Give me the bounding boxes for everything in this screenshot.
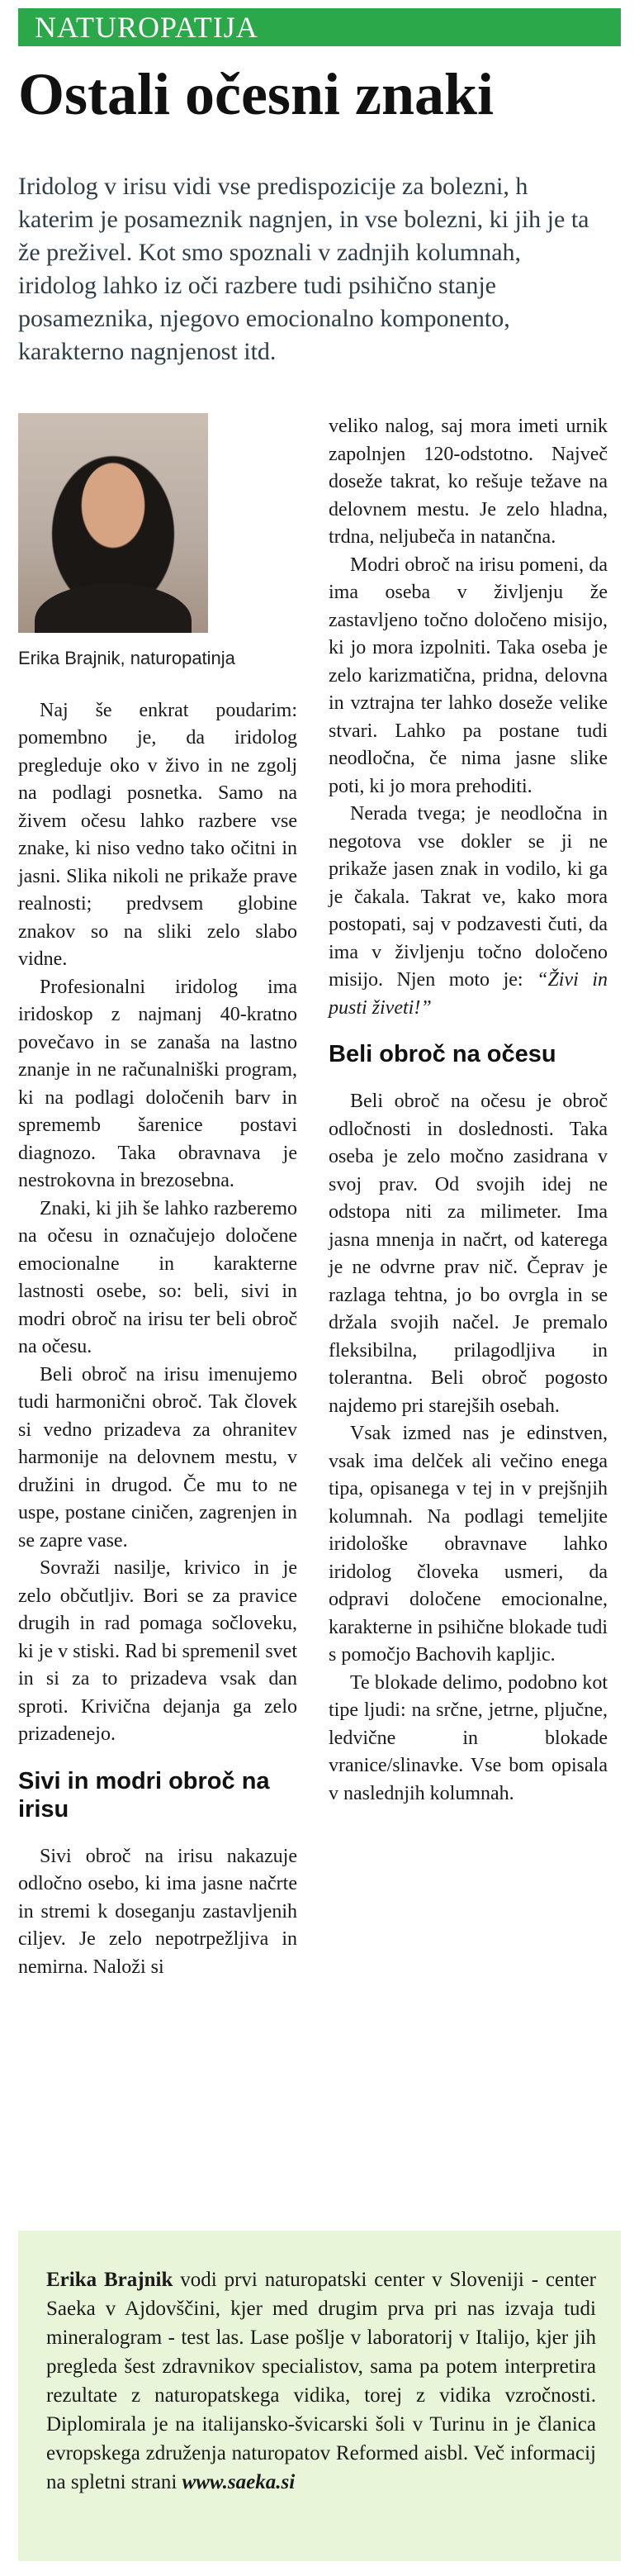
section-label: NATUROPATIJA [18, 8, 621, 46]
author-photo [18, 413, 208, 633]
body-paragraph: Naj še enkrat poudarim: pomembno je, da iridolog pregleduje oko v živo in ne zgolj na podlagi posnetka. Samo na živem očesu lahko razbere vse znake, ki niso vedno tako očitni in jasni. Slika nikoli ne prikaže prave realnosti; predvsem globine znakov so na sliki zelo slabo vidne. [18, 699, 297, 970]
body-paragraph [329, 801, 608, 1022]
body-paragraph: Modri obroč na irisu pomeni, da ima oseba v življenju že zastavljeno točno določeno misijo, ki jo mora izpolniti. Taka oseba je zelo karizmatična, pridna, delovna in vztrajna ter lahko doseže velike stvari. Lahko pa postane tudi neodločna, če nima jasne slike poti, ki jo mora prehoditi. [329, 554, 608, 797]
body-text: Nerada tvega; je neodločna in negotova vse dokler se ji ne prikaže jasen znak in vodilo, ki ga je čakala. Takrat ve, kako mora postopati, saj v podzavesti čuti, da ima v življenju točno določeno misijo. Njen moto je: [329, 803, 608, 991]
left-column [18, 413, 297, 1981]
subheading-gray-blue-ring: Sivi in modri obroč na irisu [18, 1767, 270, 1823]
article-title: Ostali očesni znaki [18, 61, 495, 127]
right-column [329, 413, 608, 1808]
body-paragraph: Sivi obroč na irisu nakazuje odločno osebo, ki ima jasne načrte in stremi k doseganju zastavljenih ciljev. Je zelo nepotrpežljiva in nemirna. Naloži si [18, 1845, 297, 1978]
body-paragraph: Sovraži nasilje, krivico in je zelo občutljiv. Bori se za pravice drugih in rad pomaga sočloveku, ki je v stiski. Rad bi spremenil svet in si za to prizadeva vsak dan sproti. Krivična dejanja ga zelo prizadenejo. [18, 1557, 297, 1745]
article-lead: Iridolog v irisu vidi vse predispozicije za bolezni, h katerim je posameznik nagnjen, in vse bolezni, ki jih je ta že preživel. Kot smo spoznali v zadnjih kolumnah, iridolog lahko iz oči razbere tudi psihično stanje posameznika, njegovo emocionalno komponento, karakterno nagnjenost itd. [18, 173, 589, 365]
body-paragraph: Beli obroč na irisu imenujemo tudi harmonični obroč. Tak človek si vedno prizadeva za ohranitev harmonije na delovnem mestu, v družini in drugod. Če mu to ne uspe, postane ciničen, zagrenjen in se zapre vase. [18, 1363, 297, 1552]
bio-website-link[interactable]: www.saeka.si [182, 2471, 296, 2493]
bio-name: Erika Brajnik [46, 2269, 173, 2291]
body-paragraph-continued: veliko nalog, saj mora imeti urnik zapolnjen 120-odstotno. Največ doseže takrat, ko rešuje težave na delovnem mestu. Je zelo hladna, trdna, neljubeča in natančna. [329, 416, 608, 548]
body-paragraph: Profesionalni iridolog ima iridoskop z najmanj 40-kratno povečavo in se zanaša na lastno znanje in ne računalniški program, ki na podlagi določenih barv in sprememb šarenice postavi diagnozo. Taka obravnava je nestrokovna in brezosebna. [18, 976, 297, 1191]
author-bio-box [18, 2231, 621, 2561]
body-paragraph: Znaki, ki jih še lahko razberemo na očesu in označujejo določene emocionalne in karakterne lastnosti osebe, so: beli, sivi in modri obroč na irisu ter beli obroč na očesu. [18, 1197, 297, 1357]
bio-text: vodi prvi naturopatski center v Sloveniji - center Saeka v Ajdovščini, kjer med drugim prva pri nas izvaja tudi mineralogram - test las. Lase pošlje v laboratorij v Italijo, kjer jih pregleda šest zdravnikov specialistov, sama pa potem interpretira rezultate z naturopatskega vidika, torej z vidika vzročnosti. Diplomirala je na italijansko-švicarski šoli v Turinu in je članica evropskega združenja naturopatov Reformed aisbl. Več informacij na spletni strani [46, 2269, 596, 2493]
photo-face [83, 464, 144, 545]
body-paragraph: Vsak izmed nas je edinstven, vsak ima delček ali večino enega tipa, opisanega v tej in v prejšnjih kolumnah. Na podlagi temeljite iridološke obravnave lahko iridolog človeka usmeri, da odpravi določene emocionalne, karakterne in psihične blokade tudi s pomočjo Bachovih kapljic. [329, 1423, 608, 1666]
body-paragraph: Te blokade delimo, podobno kot tipe ljudi: na srčne, jetrne, pljučne, ledvične in blokade vranice/slinavke. Vse bom opisala v naslednjih kolumnah. [329, 1671, 608, 1804]
body-paragraph: Beli obroč na očesu je obroč odločnosti in doslednosti. Taka oseba je zelo močno zasidrana v svoj prav. Od svojih idej ne odstopa niti za milimeter. Ima jasna mnenja in načrt, od katerega je ne odvrne prav nič. Čeprav je razlaga tehtna, jo bo ovrgla in se držala svojih načel. Je premalo fleksibilna, prilagodljiva in tolerantna. Beli obroč pogosto najdemo pri starejših osebah. [329, 1091, 608, 1417]
photo-caption: Erika Brajnik, naturopatinja [18, 648, 235, 668]
photo-shoulders [35, 583, 192, 633]
motto-quote: “Živi in pusti živeti!” [329, 969, 608, 1019]
subheading-white-ring: Beli obroč na očesu [329, 1041, 556, 1067]
